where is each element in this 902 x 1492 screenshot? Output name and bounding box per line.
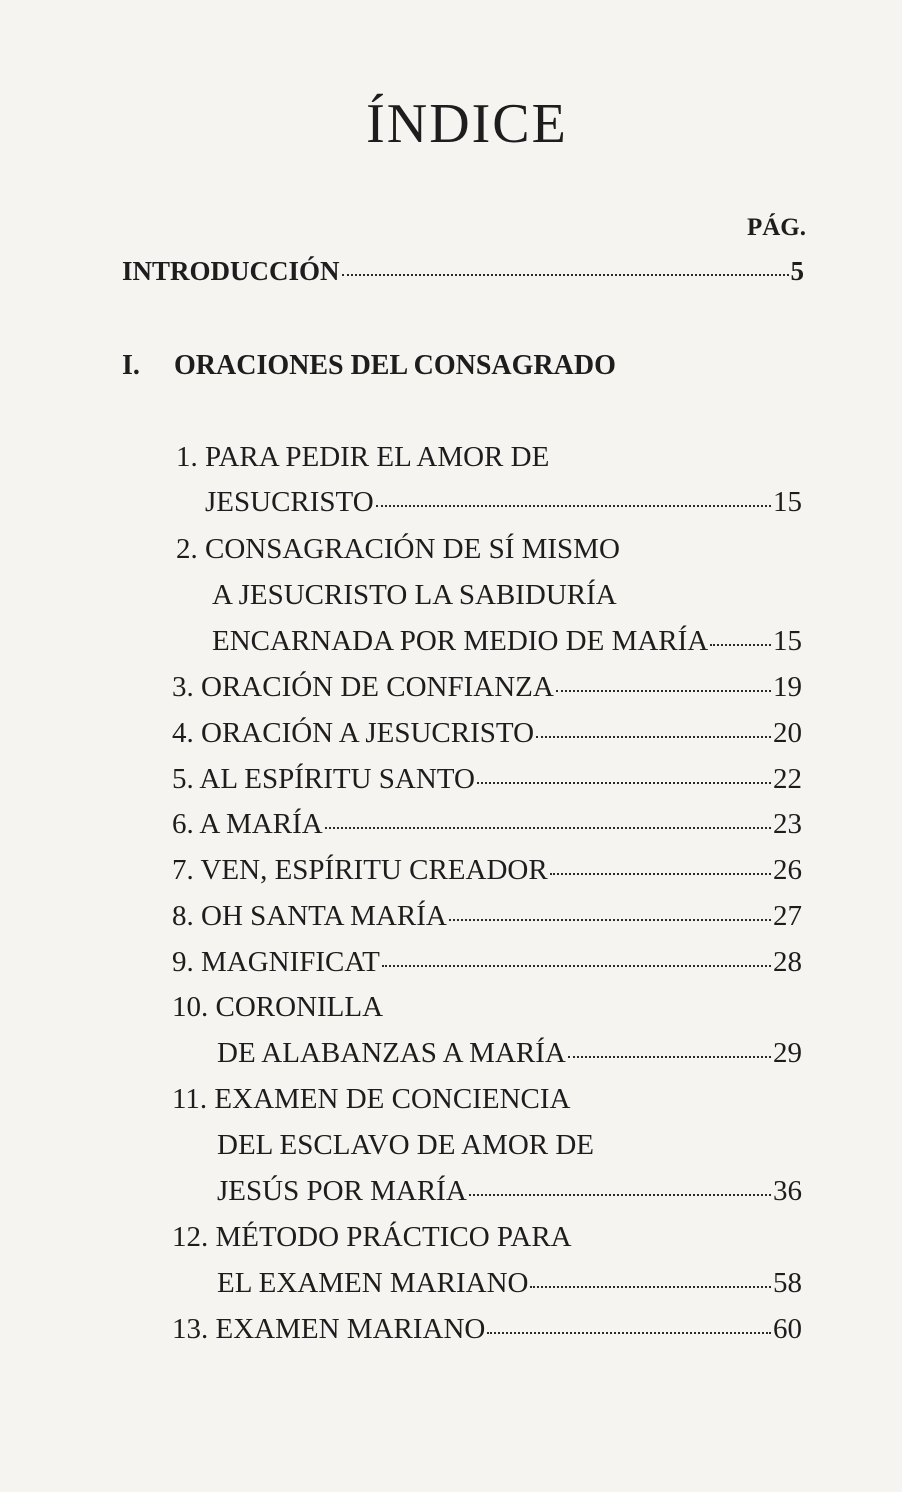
toc-entry[interactable] xyxy=(172,673,802,702)
toc-entry-title: 9. MAGNIFICAT xyxy=(172,946,380,978)
dot-leader xyxy=(382,965,771,967)
toc-page-number: 15 xyxy=(773,625,802,657)
section-number: I. xyxy=(122,350,140,381)
toc-page-number: 26 xyxy=(773,854,802,886)
dot-leader xyxy=(449,919,771,921)
toc-entry-line: 1. PARA PEDIR EL AMOR DE xyxy=(176,441,550,473)
toc-page-number: 27 xyxy=(773,900,802,932)
toc-entry[interactable] xyxy=(212,627,802,656)
section-heading xyxy=(122,350,616,382)
toc-entry-line: A JESUCRISTO LA SABIDURÍA xyxy=(212,579,617,611)
toc-entry[interactable] xyxy=(217,1177,802,1206)
toc-entry[interactable] xyxy=(172,902,802,931)
toc-entry-title: EL EXAMEN MARIANO xyxy=(217,1267,529,1299)
toc-entry[interactable] xyxy=(217,1039,802,1068)
page-column-label: PÁG. xyxy=(746,214,806,241)
toc-entry[interactable] xyxy=(172,810,802,839)
dot-leader xyxy=(710,644,771,646)
dot-leader xyxy=(487,1332,771,1334)
dot-leader xyxy=(469,1194,771,1196)
toc-page-number: 60 xyxy=(773,1313,802,1345)
toc-entry-line: 11. EXAMEN DE CONCIENCIA xyxy=(172,1083,571,1115)
toc-entry[interactable] xyxy=(172,856,802,885)
dot-leader xyxy=(342,274,789,276)
toc-entry-line: 2. CONSAGRACIÓN DE SÍ MISMO xyxy=(176,533,620,565)
toc-page-number: 19 xyxy=(773,671,802,703)
toc-entry-title: ENCARNADA POR MEDIO DE MARÍA xyxy=(212,625,709,657)
toc-entry[interactable] xyxy=(172,765,802,794)
toc-entry[interactable] xyxy=(172,948,802,977)
toc-page-number: 15 xyxy=(773,486,802,518)
toc-entry-title: JESÚS POR MARÍA xyxy=(217,1175,467,1207)
toc-entry-title: 3. ORACIÓN DE CONFIANZA xyxy=(172,671,554,703)
toc-entry-title: 6. A MARÍA xyxy=(172,808,323,840)
toc-entry-title: 4. ORACIÓN A JESUCRISTO xyxy=(172,717,535,749)
toc-entry-title: 5. AL ESPÍRITU SANTO xyxy=(172,763,475,795)
toc-entry[interactable] xyxy=(172,1315,802,1344)
toc-page-number: 20 xyxy=(773,717,802,749)
toc-entry[interactable] xyxy=(217,1269,802,1298)
toc-entry-title: 8. OH SANTA MARÍA xyxy=(172,900,447,932)
dot-leader xyxy=(477,782,771,784)
toc-page-number: 29 xyxy=(773,1037,802,1069)
toc-page-number: 36 xyxy=(773,1175,802,1207)
toc-entry-title: JESUCRISTO xyxy=(205,486,374,518)
dot-leader xyxy=(536,736,771,738)
toc-page-number: 28 xyxy=(773,946,802,978)
toc-entry-title: 13. EXAMEN MARIANO xyxy=(172,1313,486,1345)
toc-entry-line: 12. MÉTODO PRÁCTICO PARA xyxy=(172,1221,572,1253)
toc-entry[interactable] xyxy=(205,488,802,517)
dot-leader xyxy=(568,1056,771,1058)
dot-leader xyxy=(556,690,771,692)
toc-entry-line: DEL ESCLAVO DE AMOR DE xyxy=(217,1129,595,1161)
toc-entry-title: DE ALABANZAS A MARÍA xyxy=(217,1037,566,1069)
toc-entry-title: 7. VEN, ESPÍRITU CREADOR xyxy=(172,854,548,886)
toc-entry-title: INTRODUCCIÓN xyxy=(122,256,340,286)
dot-leader xyxy=(550,873,771,875)
page-title: ÍNDICE xyxy=(366,93,568,155)
dot-leader xyxy=(325,827,771,829)
dot-leader xyxy=(530,1286,771,1288)
toc-page-number: 23 xyxy=(773,808,802,840)
section-title: ORACIONES DEL CONSAGRADO xyxy=(174,350,616,381)
dot-leader xyxy=(376,505,771,507)
toc-page-number: 58 xyxy=(773,1267,802,1299)
toc-page-number: 22 xyxy=(773,763,802,795)
toc-page-number: 5 xyxy=(790,256,804,286)
toc-entry-line: 10. CORONILLA xyxy=(172,991,384,1023)
toc-entry-introduction[interactable] xyxy=(122,258,804,285)
toc-entry[interactable] xyxy=(172,719,802,748)
